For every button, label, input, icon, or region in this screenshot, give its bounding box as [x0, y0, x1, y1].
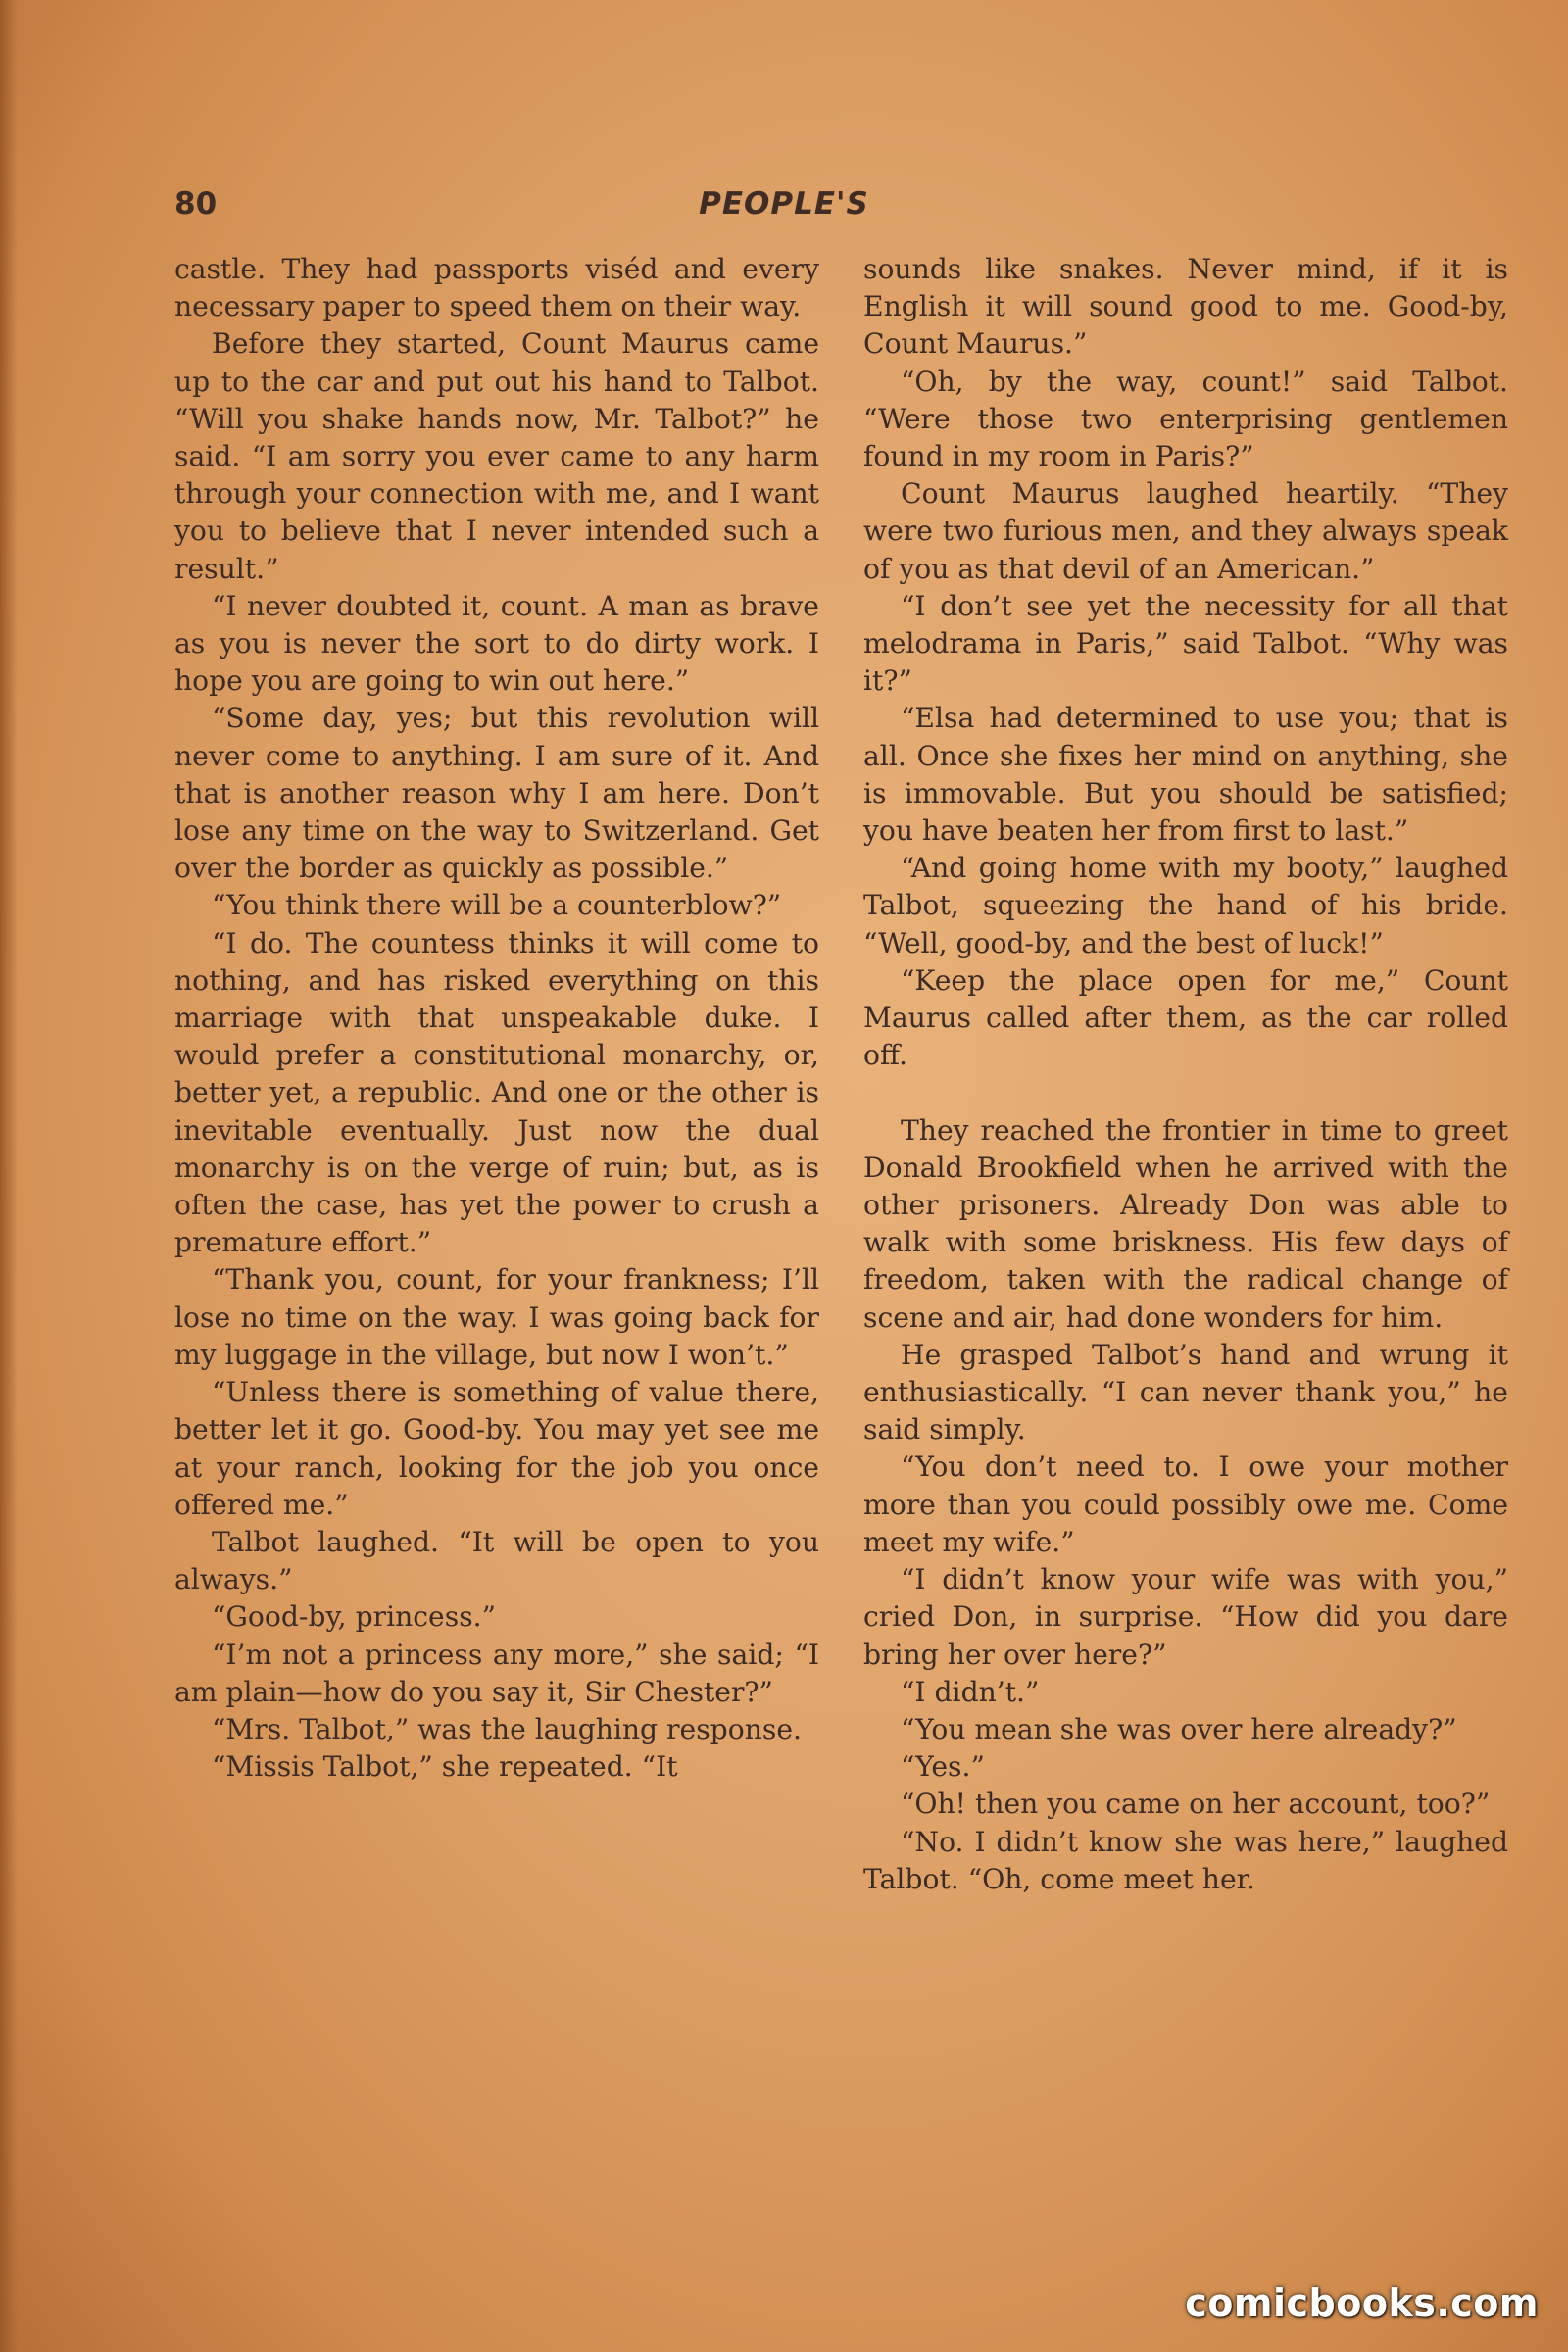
paragraph: “Thank you, count, for your frankness; I’ll lose no time on the way. I was going back for my luggage in the village, but now I won’t.” — [174, 1263, 819, 1371]
paragraph: “Keep the place open for me,” Count Maurus called after them, as the car rolled off. — [863, 963, 1508, 1072]
paragraph: “And going home with my booty,” laughed Talbot, squeezing the hand of his bride. “Well, good-by, and the best of luck!” — [863, 852, 1508, 959]
paragraph: “I do. The countess thinks it will come to nothing, and has risked everything on this marriage with that unspeakable duke. I would prefer a constitutional monarchy, or, better yet, a republic. And one or the other is inevitable eventually. Just now the dual monarchy is on the verge of ruin; but, as is often the case, has yet the power to crush a premature effort.” — [174, 926, 819, 1259]
paragraph: “I never doubted it, count. A man as brave as you is never the sort to do dirty work. I hope you are going to win out here.” — [174, 589, 819, 698]
paragraph: “Mrs. Talbot,” was the laughing response. — [212, 1712, 802, 1745]
paragraph: He grasped Talbot’s hand and wrung it enthusiastically. “I can never thank you,” he said simply. — [863, 1338, 1508, 1446]
paragraph: Before they started, Count Maurus came up to the car and put out his hand to Talbot. “Will you shake hands now, Mr. Talbot?” he said. “I am sorry you ever came to any harm through your connection with me, and I want you to believe that I never intended such a result.” — [174, 327, 819, 585]
left-column — [174, 251, 819, 1786]
paragraph: “Unless there is something of value there, better let it go. Good-by. You may yet see me at your ranch, looking for the job you once offered me.” — [174, 1376, 819, 1521]
page-header — [0, 186, 1568, 231]
section-break-paragraph: They reached the frontier in time to greet Donald Brookfield when he arrived with the other prisoners. Already Don was able to walk with some briskness. His few days of freedom, taken with the radical change of scene and air, had done wonders for him. — [863, 1113, 1508, 1334]
paragraph: “Oh, by the way, count!” said Talbot. “Were those two enterprising gentlemen found in my room in Paris?” — [863, 365, 1508, 473]
paragraph: “You think there will be a counterblow?” — [212, 889, 782, 922]
page-edge-shadow — [0, 0, 18, 2352]
paragraph: “Good-by, princess.” — [212, 1600, 497, 1634]
page-number: 80 — [174, 186, 218, 221]
paragraph: “Some day, yes; but this revolution will never come to anything. I am sure of it. And that is another reason why I am here. Don’t lose any time on the way to Switzerland. Get over the border as quickly as possible.” — [174, 702, 819, 885]
paragraph: “I didn’t know your wife was with you,” cried Don, in surprise. “How did you dare bring her over here?” — [863, 1563, 1508, 1671]
paragraph: Talbot laughed. “It will be open to you always.” — [174, 1525, 819, 1596]
right-column — [863, 251, 1508, 1898]
paragraph: “Oh! then you came on her account, too?” — [901, 1788, 1491, 1821]
paragraph: “You don’t need to. I owe your mother more than you could possibly owe me. Come meet my wife.” — [863, 1450, 1508, 1558]
paragraph: “I didn’t.” — [901, 1675, 1040, 1708]
paragraph: “Missis Talbot,” she repeated. “It — [212, 1750, 678, 1784]
paragraph: “I don’t see yet the necessity for all that melodrama in Paris,” said Talbot. “Why was it?” — [863, 589, 1508, 698]
paragraph: sounds like snakes. Never mind, if it is English it will sound good to me. Good-by, Count Maurus.” — [863, 253, 1508, 361]
running-title: PEOPLE'S — [699, 186, 869, 221]
paragraph: Count Maurus laughed heartily. “They were two furious men, and they always speak of you as that devil of an American.” — [863, 477, 1508, 585]
paragraph: “No. I didn’t know she was here,” laughed Talbot. “Oh, come meet her. — [863, 1825, 1508, 1895]
paragraph: “Yes.” — [901, 1750, 985, 1784]
paragraph: “You mean she was over here already?” — [901, 1712, 1457, 1745]
paragraph: “Elsa had determined to use you; that is all. Once she fixes her mind on anything, she is immovable. But you should be satisfied; you have beaten her from first to last.” — [863, 702, 1508, 848]
paragraph: “I’m not a princess any more,” she said; “I am plain—how do you say it, Sir Chester?” — [174, 1638, 819, 1708]
watermark: comicbooks.com — [1185, 2281, 1539, 2325]
paragraph: castle. They had passports viséd and every necessary paper to speed them on their way. — [174, 253, 819, 323]
